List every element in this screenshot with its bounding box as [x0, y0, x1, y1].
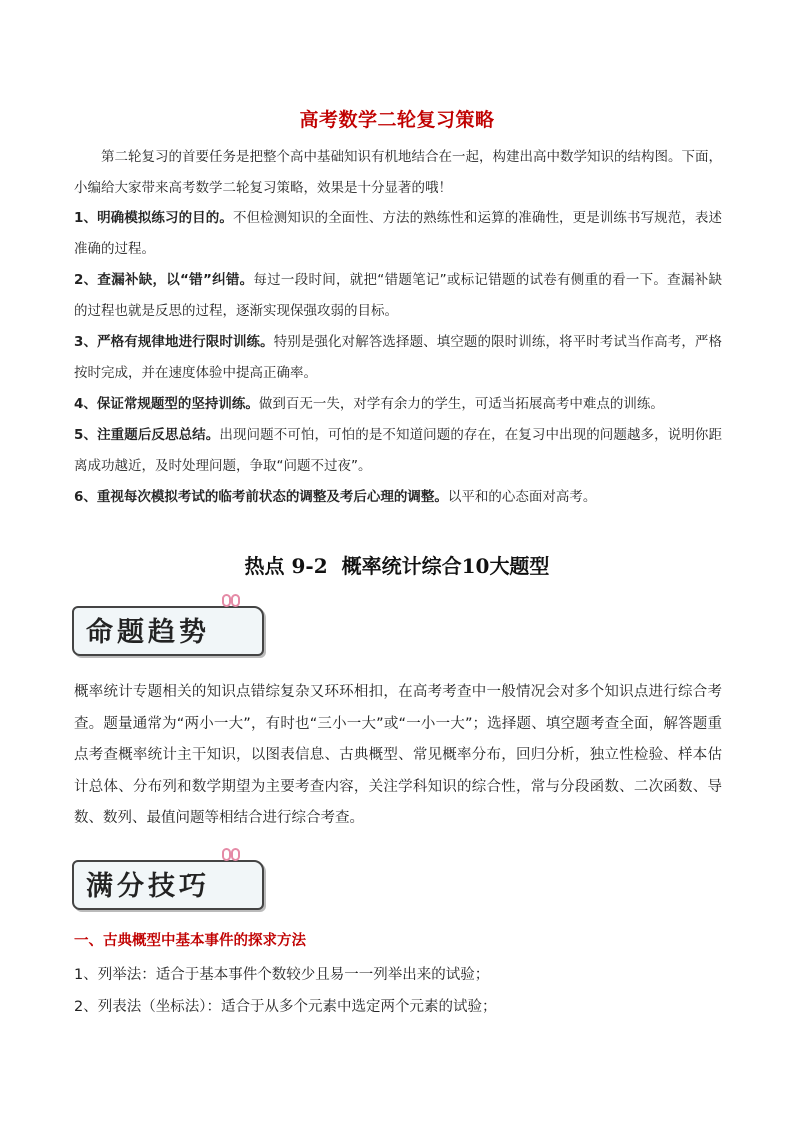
strategy-item-text: 做到百无一失，对学有余力的学生，可适当拓展高考中难点的训练。	[258, 396, 664, 412]
hot-prefix: 热点	[244, 554, 285, 578]
method-line-1: 1、列举法：适合于基本事件个数较少且易一一列举出来的试验；	[74, 967, 490, 983]
strategy-item-5	[74, 420, 722, 482]
strategy-item-head: 4、保证常规题型的坚持训练。	[74, 396, 259, 412]
hot-suffix: 大题型	[489, 554, 550, 578]
strategy-item-head: 2、查漏补缺，以“错”纠错。	[74, 272, 254, 288]
hot-topic-heading	[0, 550, 794, 579]
banner-label: 命题趋势	[86, 617, 210, 648]
banner-skills	[72, 852, 268, 906]
hot-title: 概率统计综合	[341, 554, 462, 578]
strategy-item-text: 每过一段时间，就把“错题笔记”或标记错题的试卷有侧重的看一下。查漏补缺的过程也就是反思的过程，逐渐实现保强攻弱的目标。	[74, 272, 722, 319]
strategy-item-text: 特别是强化对解答选择题、填空题的限时训练，将平时考试当作高考，严格按时完成，并在速度体验中提高正确率。	[74, 334, 722, 381]
banner-label: 满分技巧	[86, 871, 210, 902]
strategy-item-text: 出现问题不可怕，可怕的是不知道问题的存在，在复习中出现的问题越多，说明你距离成功越近，及时处理问题，争取“问题不过夜”。	[74, 427, 722, 474]
paperclip-icon	[222, 592, 240, 608]
strategy-item-head: 5、注重题后反思总结。	[74, 427, 220, 443]
strategy-item-head: 6、重视每次模拟考试的临考前状态的调整及考后心理的调整。	[74, 489, 448, 505]
strategy-item-3	[74, 327, 722, 389]
hot-number: 9-2	[291, 554, 328, 578]
strategy-item-6	[74, 482, 722, 513]
banner-trend	[72, 598, 268, 652]
strategy-item-text: 不但检测知识的全面性、方法的熟练性和运算的准确性，更是训练书写规范，表述准确的过程。	[74, 210, 723, 257]
doc-title: 高考数学二轮复习策略	[299, 109, 495, 131]
strategy-item-text: 以平和的心态面对高考。	[447, 489, 597, 505]
trend-paragraph: 概率统计专题相关的知识点错综复杂又环环相扣，在高考考查中一般情况会对多个知识点进行综合考查。题量通常为“两小一大”，有时也“三小一大”或“一小一大”；选择题、填空题考查全面，解答题重点考查概率统计主干知识，以图表信息、古典概型、常见概率分布，回归分析，独立性检验、样本估计总体、分布列和数学期望为主要考查内容，关注学科知识的综合性，常与分段函数、二次函数、导数、数列、最值问题等相结合进行综合考查。	[74, 684, 722, 826]
section-title: 一、古典概型中基本事件的探求方法	[74, 933, 306, 949]
strategy-item-4	[74, 389, 722, 420]
intro-paragraph: 第二轮复习的首要任务是把整个高中基础知识有机地结合在一起，构建出高中数学知识的结构图。下面，小编给大家带来高考数学二轮复习策略，效果是十分显著的哦！	[74, 149, 722, 196]
method-line-2: 2、列表法（坐标法）：适合于从多个元素中选定两个元素的试验；	[74, 999, 497, 1015]
strategy-item-head: 3、严格有规律地进行限时训练。	[74, 334, 274, 350]
strategy-item-2	[74, 265, 722, 327]
strategy-item-1	[74, 203, 722, 265]
strategy-item-head: 1、明确模拟练习的目的。	[74, 210, 233, 226]
hot-count: 10	[461, 554, 490, 578]
paperclip-icon	[222, 846, 240, 862]
